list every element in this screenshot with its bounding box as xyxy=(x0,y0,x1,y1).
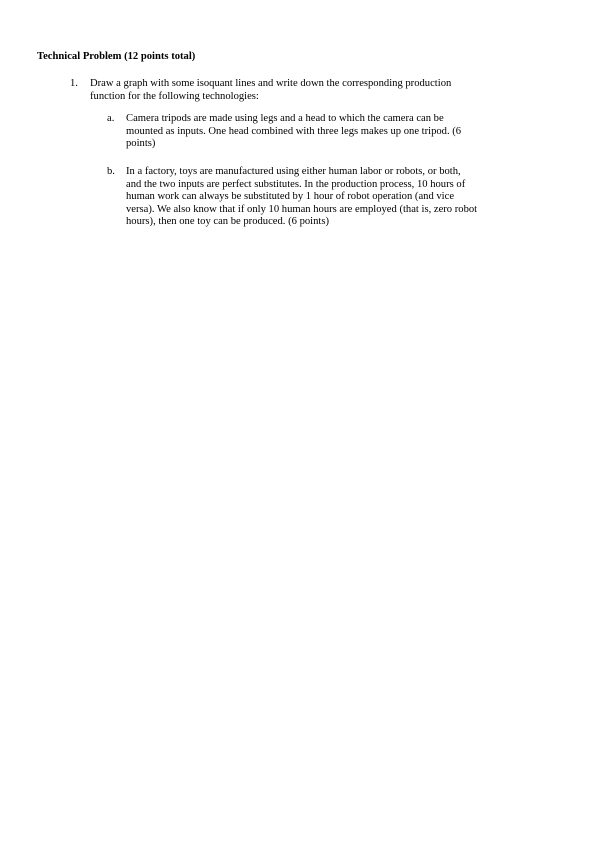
section-heading: Technical Problem (12 points total) xyxy=(37,51,196,62)
part-b-marker: b. xyxy=(107,166,115,177)
part-b-line: human work can always be substituted by 1 hour of robot operation (and vice xyxy=(126,191,455,203)
part-a-text xyxy=(126,113,536,151)
part-a-line: mounted as inputs. One head combined with three legs makes up one tripod. (6 xyxy=(126,125,462,137)
part-b-line: In a factory, toys are manufactured using either human labor or robots, or both, xyxy=(126,166,461,177)
question-text xyxy=(90,78,520,103)
part-b-line: hours), then one toy can be produced. (6 points) xyxy=(126,216,329,228)
question-line: Draw a graph with some isoquant lines and write down the corresponding production xyxy=(90,78,452,89)
question-line: function for the following technologies: xyxy=(90,90,259,102)
part-b-line: and the two inputs are perfect substitutes. In the production process, 10 hours of xyxy=(126,178,466,190)
part-a-marker: a. xyxy=(107,113,115,124)
part-b-line: versa). We also know that if only 10 human hours are employed (that is, zero robot xyxy=(126,203,478,215)
part-a-line: points) xyxy=(126,138,156,150)
part-b-text xyxy=(126,166,536,229)
part-a-line: Camera tripods are made using legs and a head to which the camera can be xyxy=(126,113,444,124)
question-number: 1. xyxy=(70,78,78,89)
